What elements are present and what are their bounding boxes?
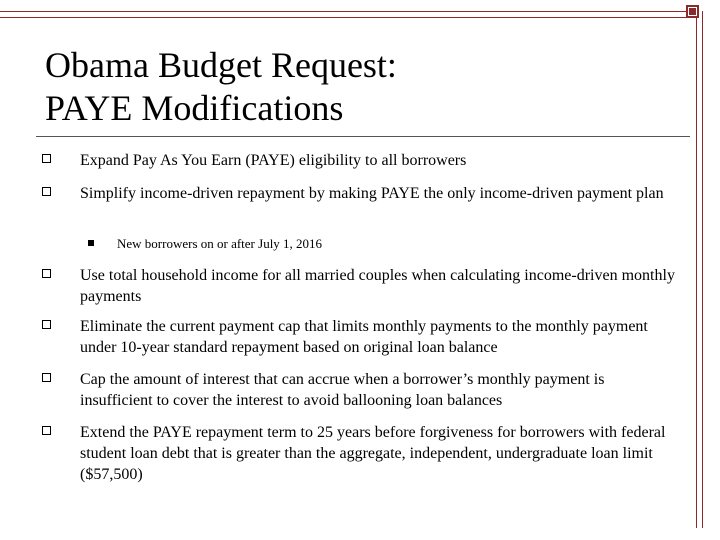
- hollow-square-bullet-icon: [42, 269, 51, 278]
- bullet-text: Expand Pay As You Earn (PAYE) eligibility to all borrowers: [80, 152, 467, 169]
- slide-frame-right: [696, 11, 703, 528]
- bullet-text: Eliminate the current payment cap that limits monthly payments to the monthly payment under 10-year standard repayment based on original loan balance: [80, 318, 648, 356]
- sub-bullet-item: [117, 236, 677, 252]
- bullet-text: Simplify income-driven repayment by making PAYE the only income-driven payment plan: [80, 185, 664, 202]
- slide-corner-ornament: [686, 5, 699, 18]
- hollow-square-bullet-icon: [42, 320, 51, 329]
- filled-square-bullet-icon: [88, 240, 94, 246]
- title-line-2: PAYE Modifications: [45, 88, 344, 128]
- hollow-square-bullet-icon: [42, 187, 51, 196]
- title-divider: [36, 136, 690, 137]
- bullet-item: [80, 150, 680, 171]
- hollow-square-bullet-icon: [42, 426, 51, 435]
- slide-frame-top: [0, 11, 696, 18]
- hollow-square-bullet-icon: [42, 154, 51, 163]
- bullet-item: [80, 183, 680, 204]
- sub-bullet-text: New borrowers on or after July 1, 2016: [117, 236, 323, 251]
- hollow-square-bullet-icon: [42, 373, 51, 382]
- bullet-text: Cap the amount of interest that can accrue when a borrower’s monthly payment is insufficient to cover the interest to avoid ballooning loan balances: [80, 371, 605, 409]
- bullet-text: Extend the PAYE repayment term to 25 years before forgiveness for borrowers with federal student loan debt that is greater than the aggregate, independent, undergraduate loan limit ($57,500): [80, 424, 666, 483]
- bullet-item: [80, 316, 680, 358]
- bullet-item: [80, 422, 680, 485]
- bullet-item: [80, 265, 680, 307]
- title-line-1: Obama Budget Request:: [45, 45, 397, 85]
- bullet-item: [80, 369, 680, 411]
- bullet-text: Use total household income for all married couples when calculating income-driven monthly payments: [80, 267, 675, 305]
- slide-title: [45, 44, 665, 130]
